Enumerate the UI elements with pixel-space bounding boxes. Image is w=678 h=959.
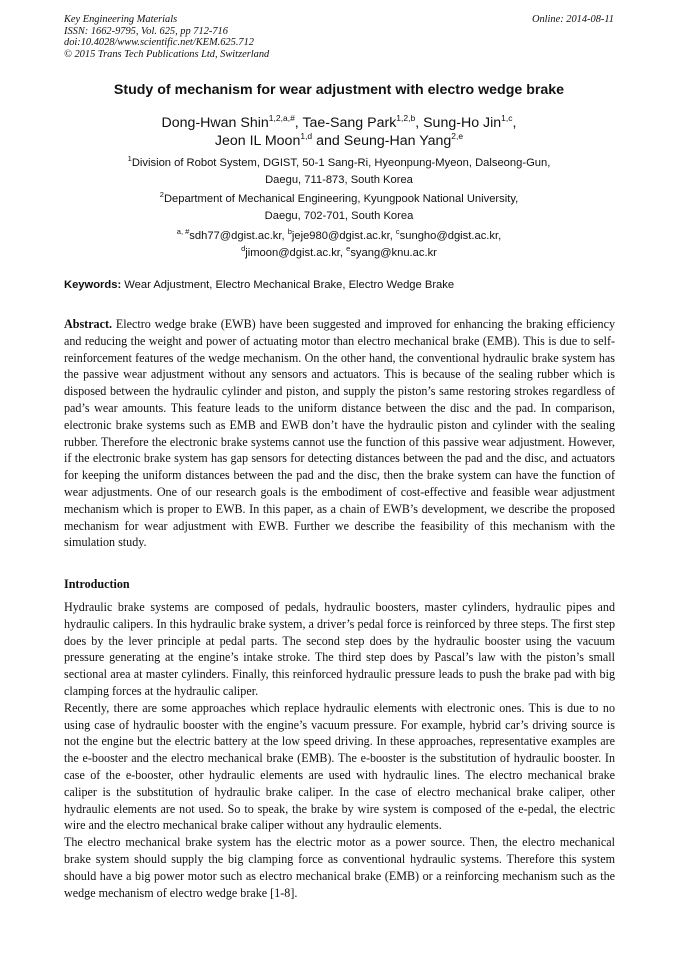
affiliation-2 bbox=[0, 191, 678, 225]
journal-issn: ISSN: 1662-9795, Vol. 625, pp 712-716 bbox=[64, 25, 228, 37]
abstract-text: Electro wedge brake (EWB) have been suggested and improved for enhancing the braking efficiency and reducing the weight and power of actuating motor than electro mechanical brake (EMB). This is due to self-reinforcement features of the wedge mechanism. On the other hand, the conventional hydraulic brake system has the passive wear adjustment without any sensors and actuators. This is because of the sealing rubber which is disposed between the hydraulic cylinder and piston, and supply the piston’s same restoring strokes regardless of pad’s wear amounts. This feature leads to the uniform distance between the disc and the pad. In comparison, electronic brake systems such as EMB and EWB don’t have the hydraulic piston and cylinder with the sealing rubber. Therefore the electronic brake systems cannot use the function of this passive wear adjustment. However, if the electronic brake system has gap sensors for detecting distances between the pad and the disc, and actuators for keeping the uniform distances between the pad and the disc, then the brake system can have the function of wear adjustments. One of our research goals is the embodiment of cost-effective and feasible wear adjustment mechanism which is proper to EWB. In this paper, as a chain of EWB’s development, we describe the proposed mechanism for wear adjustment with EWB. Further we describe the feasibility of this mechanism with the simulation study. bbox=[64, 317, 615, 550]
email: jeje980@dgist.ac.kr, bbox=[291, 230, 396, 242]
author-affil-sup: 1,c bbox=[501, 113, 513, 123]
journal-doi: doi:10.4028/www.scientific.net/KEM.625.712 bbox=[64, 37, 254, 49]
author-conjunction: and bbox=[312, 132, 344, 149]
keywords bbox=[64, 279, 454, 291]
author-list bbox=[0, 115, 678, 150]
abstract-label: Abstract. bbox=[64, 317, 113, 331]
journal-name: Key Engineering Materials bbox=[64, 14, 178, 25]
author-separator: , bbox=[512, 115, 517, 131]
author-affil-sup: 1,d bbox=[300, 130, 313, 141]
email-sup: b bbox=[287, 227, 292, 236]
author-line-1 bbox=[0, 115, 678, 133]
author-separator: , bbox=[415, 115, 424, 131]
email-sup: c bbox=[395, 227, 400, 236]
online-date: Online: 2014-08-11 bbox=[531, 14, 614, 25]
author-affil-sup: 1,2,a,# bbox=[268, 113, 295, 123]
author-affil-sup: 1,2,b bbox=[396, 113, 416, 123]
author-line-2 bbox=[0, 130, 678, 151]
affiliation-2-line-2: Daegu, 702-701, South Korea bbox=[264, 210, 414, 223]
author-name: Sung-Ho Jin bbox=[423, 115, 502, 131]
author-name: Tae-Sang Park bbox=[302, 115, 397, 131]
introduction-body bbox=[64, 599, 615, 901]
section-heading-introduction: Introduction bbox=[64, 577, 130, 591]
journal-copyright: © 2015 Trans Tech Publications Ltd, Switzerland bbox=[64, 48, 270, 60]
journal-header bbox=[64, 14, 269, 60]
email-sup: e bbox=[346, 244, 351, 254]
author-emails bbox=[0, 228, 678, 262]
author-affil-sup: 2,e bbox=[451, 130, 464, 141]
paper-title: Study of mechanism for wear adjustment with electro wedge brake bbox=[113, 82, 565, 98]
keywords-text: Wear Adjustment, Electro Mechanical Brake, Electro Wedge Brake bbox=[121, 279, 455, 291]
email: sungho@dgist.ac.kr, bbox=[399, 230, 502, 242]
author-name: Dong-Hwan Shin bbox=[161, 115, 269, 131]
paragraph: The electro mechanical brake system has the electric motor as a power source. Then, the electro mechanical brake system should supply the big clamping force as conventional hydraulic systems. Therefore this system should have a big power motor such as electro mechanical brake (EMB) or a reinforcing mechanism such as the wedge mechanism of electro wedge brake [1-8]. bbox=[64, 835, 615, 900]
affiliation-text: Division of Robot System, DGIST, 50-1 Sang-Ri, Hyeonpung-Myeon, Dalseong-Gun, bbox=[131, 157, 551, 169]
abstract bbox=[64, 316, 615, 551]
email-sup: a, # bbox=[176, 227, 190, 236]
affiliation-1-line-1 bbox=[0, 155, 678, 172]
email: syang@knu.ac.kr bbox=[350, 247, 437, 260]
affiliation-text: Department of Mechanical Engineering, Kyungpook National University, bbox=[163, 193, 519, 205]
paragraph: Recently, there are some approaches which replace hydraulic elements with electronic ones. This is due to no using case of hydraulic booster with the engine’s vacuum pressure. For example, hybrid car’s driving source is not the engine but the electric battery at the low speed driving. In these approaches, representative examples are the e-booster and the electro mechanical brake (EMB). The e-booster is the substitution of hydraulic booster. In case of the e-booster, other hydraulic elements are used with hydraulic lines. The electro mechanical brake caliper is the substitution of hydraulic brake caliper. In the case of electro mechanical brake caliper, other hydraulic elements are not used. So to speak, the brake by wire system is composed of the e-pedal, the electric wire and the electro mechanical brake caliper without any hydraulic elements. bbox=[64, 700, 615, 833]
affiliation-sup: 1 bbox=[127, 154, 132, 163]
email: jimoon@dgist.ac.kr, bbox=[245, 247, 347, 260]
paragraph: Hydraulic brake systems are composed of pedals, hydraulic boosters, master cylinders, hydraulic pipes and hydraulic calipers. In this hydraulic brake system, a driver’s pedal force is reinforced by three steps. The first step does by the lever principle at pedal parts. The second step does by the hydraulic booster using the vacuum pressure generating at the engine’s intake stroke. The third step does by Pascal’s law with the piston’s small sectional area at master cylinders. Finally, this reinforced hydraulic pressure leads to push the brake pad with big clamping forces at the hydraulic caliper. bbox=[64, 600, 615, 698]
author-name: Seung-Han Yang bbox=[343, 132, 452, 149]
keywords-label: Keywords: bbox=[64, 279, 122, 291]
affiliation-2-line-1 bbox=[0, 191, 678, 208]
affiliation-1-line-2: Daegu, 711-873, South Korea bbox=[265, 174, 413, 187]
email-sup: d bbox=[241, 244, 246, 254]
email: sdh77@dgist.ac.kr, bbox=[189, 230, 288, 242]
emails-line-1 bbox=[0, 228, 678, 245]
affiliation-sup: 2 bbox=[159, 190, 164, 199]
author-separator: , bbox=[294, 115, 303, 131]
emails-line-2 bbox=[0, 245, 678, 262]
affiliation-1 bbox=[0, 155, 678, 189]
author-name: Jeon IL Moon bbox=[214, 132, 301, 149]
